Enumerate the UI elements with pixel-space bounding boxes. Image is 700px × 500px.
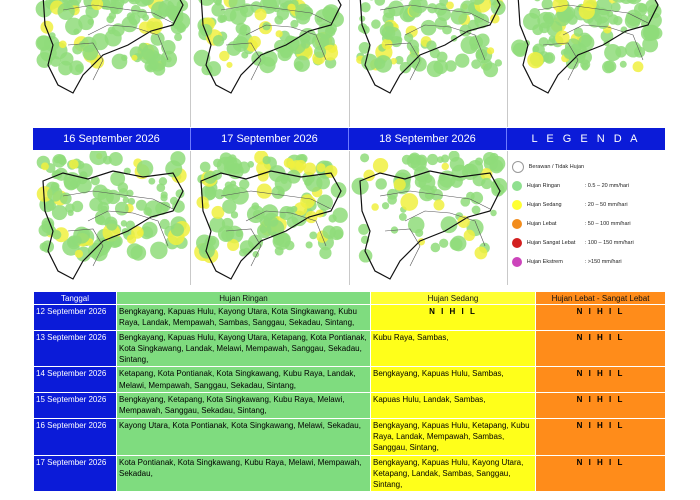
rain-area xyxy=(159,177,167,185)
rain-area xyxy=(200,24,212,36)
rain-area xyxy=(142,14,149,21)
rain-area xyxy=(268,217,278,227)
rain-area xyxy=(159,219,169,229)
map-image xyxy=(350,151,508,285)
rain-area xyxy=(463,230,474,241)
legend-item xyxy=(512,157,665,176)
rain-area xyxy=(218,225,235,242)
rain-area xyxy=(238,162,250,174)
rain-area xyxy=(288,160,296,168)
table-row xyxy=(34,367,666,393)
rain-area xyxy=(39,224,52,237)
rain-area xyxy=(52,154,66,168)
rain-area xyxy=(68,237,79,248)
rain-area xyxy=(481,178,492,189)
rain-area xyxy=(148,60,158,70)
hujan-lebat-cell: N I H I L xyxy=(536,330,666,367)
rain-area xyxy=(467,160,482,175)
rain-area xyxy=(276,30,283,37)
hujan-ringan-cell: Kota Pontianak, Kota Singkawang, Kubu Raya, Melawi, Mempawah, Sekadau, xyxy=(117,455,371,492)
rain-area xyxy=(161,202,171,212)
rain-area xyxy=(272,186,285,199)
rain-area xyxy=(644,25,659,40)
date-cell: 15 September 2026 xyxy=(34,393,117,419)
date-bar xyxy=(33,128,665,150)
legend-range: : 0.5 – 20 mm/hari xyxy=(584,182,630,189)
rain-area xyxy=(439,175,445,181)
legend-swatch xyxy=(512,238,522,248)
rain-area xyxy=(131,55,137,61)
legend-swatch xyxy=(512,219,522,229)
date-cell: 14 September 2026 xyxy=(34,367,117,393)
legend-list xyxy=(508,151,665,281)
rain-area xyxy=(224,8,237,21)
legend-swatch xyxy=(512,257,522,267)
rain-area xyxy=(106,220,117,231)
rain-area xyxy=(285,241,295,251)
rain-area xyxy=(294,56,310,72)
map-row-top xyxy=(33,0,665,127)
rain-area xyxy=(632,61,643,72)
forecast-map-16 xyxy=(33,151,191,285)
header-tanggal: Tanggal xyxy=(34,292,117,305)
rain-area xyxy=(263,156,271,164)
hujan-ringan-cell: Kayong Utara, Kota Pontianak, Kota Singkawang, Melawi, Sekadau, xyxy=(117,418,371,455)
legend-label: Hujan Sedang xyxy=(526,201,562,208)
date-label-16: 16 September 2026 xyxy=(33,128,191,150)
rain-area xyxy=(200,162,211,173)
rain-area xyxy=(69,159,79,169)
header-hujan-lebat: Hujan Lebat - Sangat Lebat xyxy=(536,292,666,305)
date-label-17: 17 September 2026 xyxy=(191,128,349,150)
rain-area xyxy=(393,178,405,190)
table-row xyxy=(34,455,666,492)
rain-area xyxy=(578,3,594,19)
hujan-lebat-cell: N I H I L xyxy=(536,367,666,393)
rain-area xyxy=(450,236,466,252)
rain-area xyxy=(310,231,318,239)
legend-swatch xyxy=(512,161,524,173)
rain-area xyxy=(433,200,444,211)
rain-area xyxy=(300,194,314,208)
forecast-map-17 xyxy=(191,151,349,285)
rain-area xyxy=(439,239,448,248)
forecast-map-13 xyxy=(191,0,349,127)
rain-area xyxy=(448,151,459,162)
rain-area xyxy=(581,63,588,70)
legend-item xyxy=(512,252,665,271)
rain-area xyxy=(287,216,299,228)
rain-area xyxy=(401,155,411,165)
table-row xyxy=(34,418,666,455)
rain-area xyxy=(37,52,53,68)
rain-area xyxy=(59,40,67,48)
rain-area xyxy=(306,241,313,248)
rain-area xyxy=(249,36,261,48)
rain-area xyxy=(280,3,289,12)
rain-area xyxy=(602,61,615,74)
table-row xyxy=(34,330,666,367)
rain-area xyxy=(474,247,487,260)
rain-area xyxy=(255,9,267,21)
rain-area xyxy=(375,178,386,189)
rain-area xyxy=(374,58,385,69)
rain-area xyxy=(441,163,448,170)
hujan-ringan-cell: Bengkayang, Kapuas Hulu, Kayong Utara, Kota Singkawang, Kubu Raya, Landak, Mempawah, Sambas, Sanggau, Sekadau, Sintang, xyxy=(117,305,371,331)
date-cell: 12 September 2026 xyxy=(34,305,117,331)
rain-area xyxy=(198,0,216,6)
rain-area xyxy=(98,202,110,214)
table-header-row xyxy=(34,292,666,305)
rain-area xyxy=(215,189,225,199)
legend-range: : 100 – 150 mm/hari xyxy=(584,239,634,246)
rain-area xyxy=(433,60,448,75)
rain-area xyxy=(374,0,385,6)
rain-area xyxy=(372,158,387,173)
rain-area xyxy=(58,3,75,20)
hujan-lebat-cell: N I H I L xyxy=(536,305,666,331)
rain-area xyxy=(325,165,338,178)
rain-area xyxy=(241,52,248,59)
rain-area xyxy=(381,39,392,50)
rain-area xyxy=(220,152,232,164)
rain-area xyxy=(396,36,402,42)
rain-area xyxy=(106,190,120,204)
rain-area xyxy=(108,26,116,34)
map-image xyxy=(508,0,665,127)
rain-area xyxy=(442,25,452,35)
rain-area xyxy=(40,21,53,34)
rain-area xyxy=(371,19,380,28)
hujan-lebat-cell: N I H I L xyxy=(536,455,666,492)
rain-area xyxy=(414,176,426,188)
legend-label: Berawan / Tidak Hujan xyxy=(528,163,585,170)
legend-range: : 20 – 50 mm/hari xyxy=(584,201,628,208)
rain-area xyxy=(532,46,539,53)
rain-area xyxy=(121,55,127,61)
rain-area xyxy=(222,199,236,213)
rain-area xyxy=(36,35,52,51)
rain-area xyxy=(486,47,493,54)
rain-area xyxy=(398,213,406,221)
hujan-sedang-cell: Kapuas Hulu, Landak, Sambas, xyxy=(371,393,536,419)
date-label-18: 18 September 2026 xyxy=(349,128,507,150)
legend-swatch xyxy=(512,181,522,191)
rain-area xyxy=(109,12,116,19)
table-row xyxy=(34,305,666,331)
rain-area xyxy=(640,15,648,23)
legend-title: L E G E N D A xyxy=(531,133,641,145)
rain-area xyxy=(567,14,577,24)
rain-area xyxy=(420,20,436,36)
rain-area xyxy=(638,3,647,12)
rain-area xyxy=(471,206,480,215)
hujan-ringan-cell: Ketapang, Kota Pontianak, Kota Singkawang, Kubu Raya, Landak, Melawi, Mempawah, Sanggau, Sekadau, Sintang, xyxy=(117,367,371,393)
rain-area xyxy=(317,163,326,172)
legend-panel xyxy=(508,151,665,285)
rain-area xyxy=(171,223,184,236)
rain-area xyxy=(280,43,294,57)
legend-item xyxy=(512,195,665,214)
rain-area xyxy=(538,37,548,47)
rain-area xyxy=(280,212,286,218)
rain-area xyxy=(78,15,94,31)
map-image xyxy=(191,0,349,127)
hujan-ringan-cell: Bengkayang, Ketapang, Kota Singkawang, Kubu Raya, Melawi, Mempawah, Sanggau, Sekadau, Sintang, xyxy=(117,393,371,419)
map-image xyxy=(33,0,191,127)
rain-area xyxy=(227,62,233,68)
rain-area xyxy=(76,178,92,194)
rain-area xyxy=(548,35,555,42)
rain-area xyxy=(275,247,284,256)
rain-area xyxy=(72,201,83,212)
rain-area xyxy=(142,44,159,61)
rain-area xyxy=(381,202,388,209)
rain-area xyxy=(430,243,440,253)
rain-area xyxy=(543,53,553,63)
rain-area xyxy=(533,0,541,1)
rain-area xyxy=(257,184,272,199)
legend-label: Hujan Lebat xyxy=(526,220,557,227)
rain-area xyxy=(400,193,418,211)
rain-area xyxy=(404,33,413,42)
rain-area xyxy=(213,35,224,46)
hujan-sedang-cell: Bengkayang, Kapuas Hulu, Sambas, xyxy=(371,367,536,393)
rain-area xyxy=(317,195,333,211)
legend-swatch xyxy=(512,200,522,210)
rain-area xyxy=(529,8,540,19)
legend-item xyxy=(512,233,665,252)
rain-area xyxy=(604,44,621,61)
rain-area xyxy=(122,16,138,32)
date-cell: 13 September 2026 xyxy=(34,330,117,367)
legend-item xyxy=(512,214,665,233)
rain-area xyxy=(260,226,267,233)
rain-area xyxy=(426,154,437,165)
rain-area xyxy=(60,193,72,205)
header-hujan-sedang: Hujan Sedang xyxy=(371,292,536,305)
rain-area xyxy=(323,225,337,239)
rain-area xyxy=(527,52,543,68)
rain-area xyxy=(317,16,323,22)
rain-area xyxy=(95,215,105,225)
rain-area xyxy=(480,59,492,71)
rain-area xyxy=(291,206,298,213)
legend-label: Hujan Sangat Lebat xyxy=(526,239,576,246)
map-image xyxy=(350,0,508,127)
rain-area xyxy=(150,242,168,260)
forecast-map-15 xyxy=(508,0,665,127)
hujan-sedang-cell: Bengkayang, Kapuas Hulu, Kayong Utara, Ketapang, Landak, Sambas, Sanggau, Sintang, xyxy=(371,455,536,492)
legend-item xyxy=(512,176,665,195)
rain-area xyxy=(75,250,83,258)
rain-area xyxy=(137,160,154,177)
rain-area xyxy=(239,179,249,189)
forecast-map-12 xyxy=(33,0,191,127)
rain-area xyxy=(240,240,254,254)
rain-area xyxy=(142,222,158,238)
hujan-sedang-cell: Bengkayang, Kapuas Hulu, Ketapang, Kubu Raya, Landak, Mempawah, Sambas, Sanggau, Sintang, xyxy=(371,418,536,455)
hujan-lebat-cell: N I H I L xyxy=(536,418,666,455)
date-cell: 16 September 2026 xyxy=(34,418,117,455)
rain-area xyxy=(381,26,395,40)
rain-area xyxy=(127,243,143,259)
rain-area xyxy=(606,10,613,17)
rain-area xyxy=(148,178,155,185)
forecast-map-18 xyxy=(350,151,508,285)
hujan-sedang-cell: Kubu Raya, Sambas, xyxy=(371,330,536,367)
hujan-ringan-cell: Bengkayang, Kapuas Hulu, Kayong Utara, Ketapang, Kota Pontianak, Kota Singkawang, Landak, Melawi, Mempawah, Sanggau, Sekadau, Sintang, xyxy=(117,330,371,367)
rain-area xyxy=(407,217,424,234)
rain-area xyxy=(295,160,306,171)
date-cell: 17 September 2026 xyxy=(34,455,117,492)
map-image xyxy=(191,151,349,285)
rain-area xyxy=(93,185,109,201)
hujan-lebat-cell: N I H I L xyxy=(536,393,666,419)
rain-area xyxy=(103,156,112,165)
rain-area xyxy=(115,202,129,216)
hujan-sedang-cell: N I H I L xyxy=(371,305,536,331)
rain-area xyxy=(301,39,310,48)
legend-label: Hujan Ringan xyxy=(526,182,561,189)
legend-range: : 50 – 100 mm/hari xyxy=(584,220,631,227)
rain-area xyxy=(203,202,210,209)
map-row-bottom xyxy=(33,151,665,285)
forecast-table xyxy=(33,291,666,492)
rain-area xyxy=(416,155,427,166)
table-row xyxy=(34,393,666,419)
rain-area xyxy=(490,210,496,216)
rain-area xyxy=(446,2,454,10)
rain-area xyxy=(360,2,370,12)
rain-area xyxy=(52,205,67,220)
rain-area xyxy=(387,195,397,205)
rain-area xyxy=(455,53,469,67)
rain-area xyxy=(174,33,182,41)
rain-area xyxy=(68,210,74,216)
legend-range: : >150 mm/hari xyxy=(584,258,622,265)
rain-area xyxy=(460,36,478,54)
rain-area xyxy=(620,61,627,68)
forecast-map-14 xyxy=(350,0,508,127)
rain-area xyxy=(360,153,369,162)
rain-area xyxy=(41,162,49,170)
rain-area xyxy=(118,182,129,193)
region-outline xyxy=(385,229,420,266)
rain-area xyxy=(489,156,505,172)
rain-area xyxy=(563,46,576,59)
rain-area xyxy=(371,203,379,211)
map-image xyxy=(33,151,191,285)
rain-area xyxy=(69,60,84,75)
rain-area xyxy=(333,207,348,222)
legend-label: Hujan Ekstrem xyxy=(526,258,563,265)
header-hujan-ringan: Hujan Ringan xyxy=(117,292,371,305)
rain-area xyxy=(161,191,168,198)
